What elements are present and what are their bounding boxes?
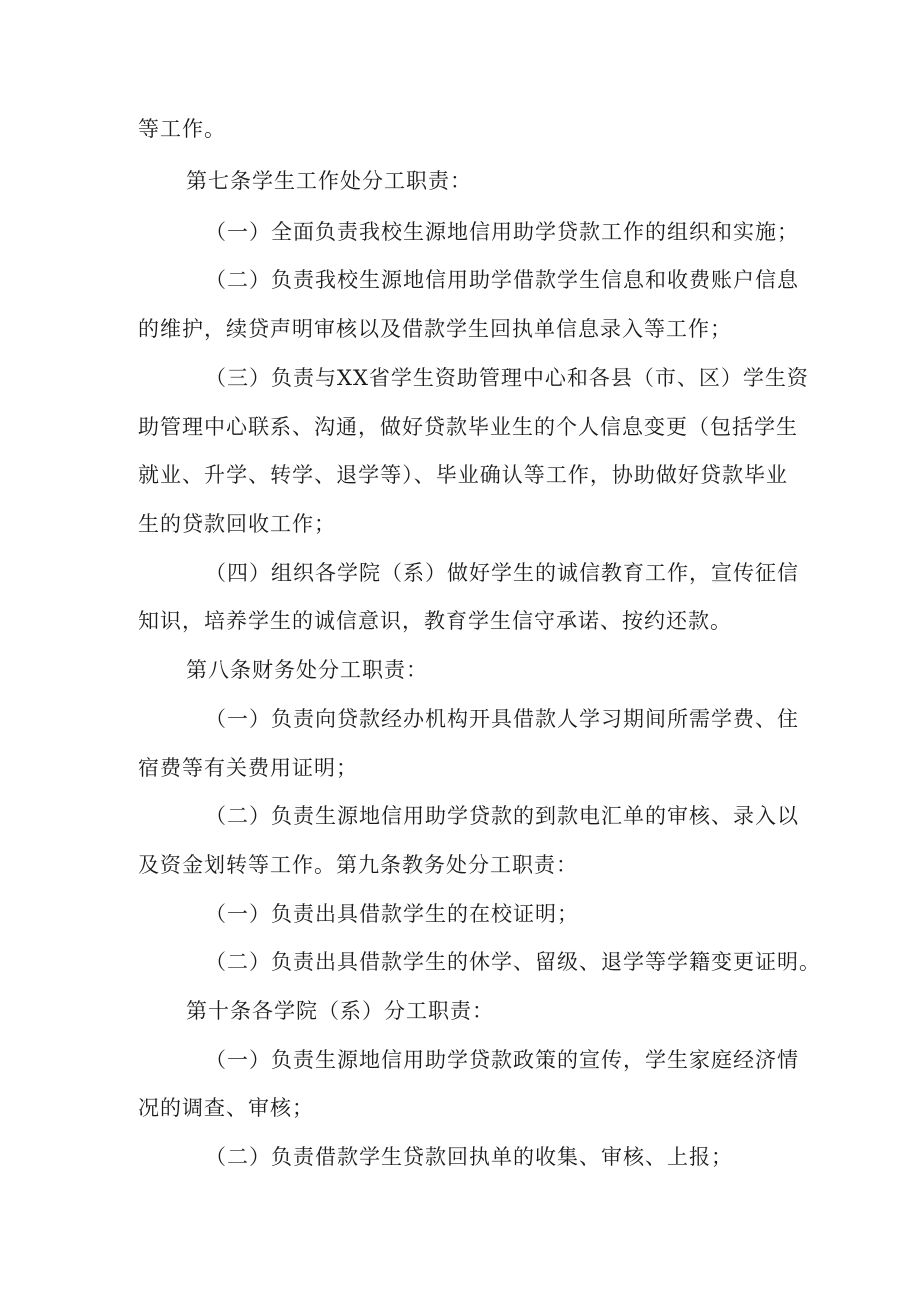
text-line: 等工作。 [138,117,226,141]
text-line: 就业、升学、转学、退学等）、毕业确认等工作，协助做好贷款毕业 [138,463,788,487]
text-line: （三）负责与XX省学生资助管理中心和各县（市、区）学生资 [205,366,809,390]
article-heading: 第八条财务处分工职责： [186,658,428,682]
text-line: （四）组织各学院（系）做好学生的诚信教育工作，宣传征信 [205,561,799,585]
text-line: 宿费等有关费用证明； [138,756,358,780]
text-line: 的维护，续贷声明审核以及借款学生回执单信息录入等工作； [138,317,732,341]
text-line: 知识，培养学生的诚信意识，教育学生信守承诺、按约还款。 [138,609,732,633]
text-line: （二）负责借款学生贷款回执单的收集、审核、上报； [205,1145,733,1169]
text-line: （二）负责生源地信用助学贷款的到款电汇单的审核、录入以 [205,804,799,828]
text-line: （二）负责出具借款学生的休学、留级、退学等学籍变更证明。 [205,950,821,974]
text-line: （一）负责向贷款经办机构开具借款人学习期间所需学费、住 [205,707,799,731]
article-heading: 第十条各学院（系）分工职责： [186,999,494,1023]
text-line: 助管理中心联系、沟通，做好贷款毕业生的个人信息变更（包括学生 [138,415,798,439]
text-line: 生的贷款回收工作； [138,512,336,536]
text-line: 及资金划转等工作。第九条教务处分工职责： [138,853,578,877]
text-line: （一）负责生源地信用助学贷款政策的宣传，学生家庭经济情 [205,1048,799,1072]
text-line: （一）负责出具借款学生的在校证明； [205,902,579,926]
text-line: （一）全面负责我校生源地信用助学贷款工作的组织和实施； [205,220,799,244]
article-heading: 第七条学生工作处分工职责： [186,169,472,193]
text-line: （二）负责我校生源地信用助学借款学生信息和收费账户信息 [205,268,799,292]
text-line: 况的调查、审核； [138,1096,314,1120]
